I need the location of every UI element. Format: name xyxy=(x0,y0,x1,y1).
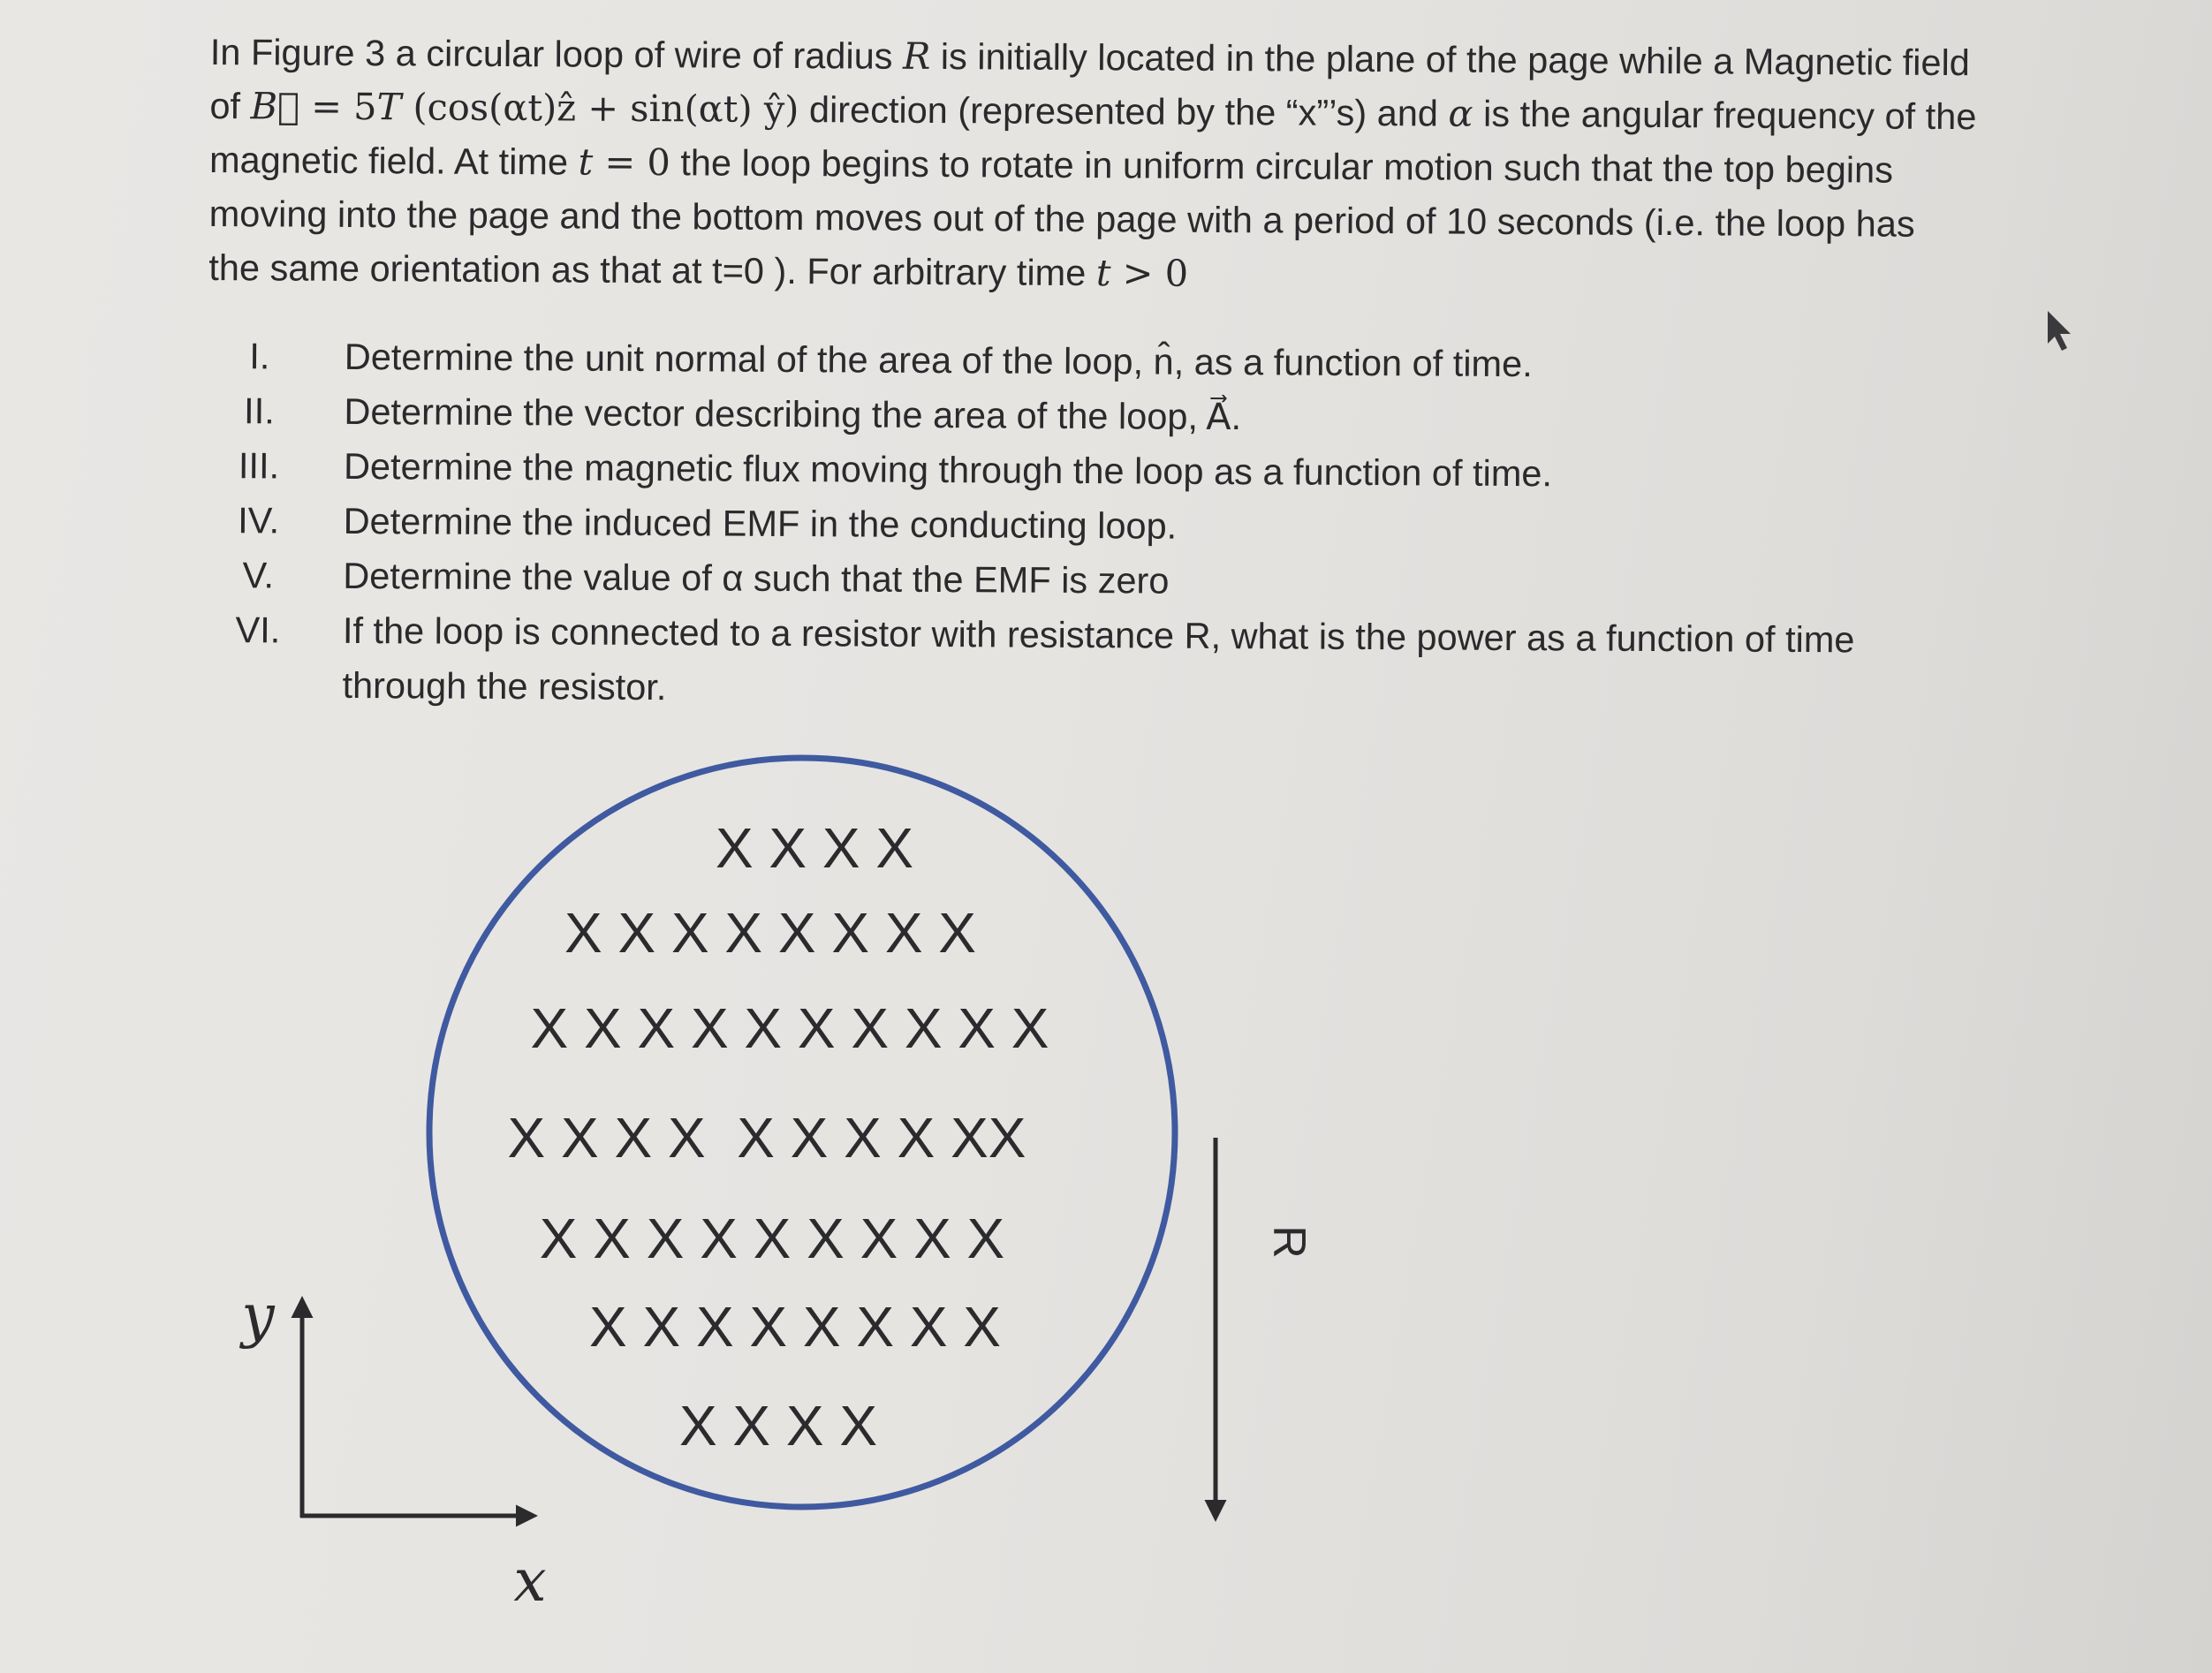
y-axis-label: y xyxy=(241,1282,275,1350)
question-text: If the loop is connected to a resistor with resistance R, what is the power as a function of time through the resistor. xyxy=(342,609,1855,708)
question-number: VI. xyxy=(235,609,281,651)
mouse-cursor-icon xyxy=(2048,311,2071,351)
equals-zero: = 0 xyxy=(593,140,670,185)
question-number: IV. xyxy=(238,499,280,541)
question-text: Determine the value of α such that the EMF is zero xyxy=(343,554,1170,602)
field-x-row: X X X X X X X X X xyxy=(539,1207,1005,1270)
x-axis-label: x xyxy=(513,1547,547,1615)
radius-label: R xyxy=(1263,1225,1314,1259)
field-expression: (cos(αt)ẑ + sin(αt) ŷ) xyxy=(401,85,799,132)
field-x-row: X X X X X X X X xyxy=(589,1295,1001,1359)
var-alpha: α xyxy=(1448,91,1473,135)
var-B-vector: B⃗ xyxy=(250,84,300,128)
question-text: Determine the unit normal of the area of the loop, n̂, as a function of time. xyxy=(344,335,1533,385)
var-t-2: t xyxy=(1095,251,1111,295)
question-number: III. xyxy=(238,444,280,487)
question-text: Determine the magnetic flux moving through the loop as a function of time. xyxy=(343,444,1553,495)
field-x-row: X X X X X X X X xyxy=(564,901,976,965)
greater-than-zero: > 0 xyxy=(1110,251,1189,295)
var-R: R xyxy=(902,34,931,78)
intro-text-1: In Figure 3 a circular loop of wire of radius xyxy=(209,30,904,77)
question-text: Determine the induced EMF in the conducting loop. xyxy=(343,499,1178,547)
field-x-row: X X X X xyxy=(678,1394,878,1457)
question-number: V. xyxy=(242,554,275,596)
intro-text-2: is initially located in the plane of the page while a Magnetic field of xyxy=(209,34,1970,127)
field-equals: = 5 xyxy=(299,84,377,129)
question-text: Determine the vector describing the area of the loop, A⃗. xyxy=(344,390,1242,438)
field-x-row: X X X X X X X X XX xyxy=(507,1106,1026,1170)
question-number: I. xyxy=(249,335,270,377)
question-number: II. xyxy=(243,390,275,432)
field-x-row: X X X X xyxy=(715,816,914,880)
intro-text-5: the loop begins to rotate in uniform circular motion such that the top begins moving into the page and the bottom moves out of the page with a period of 10 seconds (i.e. the loop has the same orientation as that at t=0 ). For arbitrary time xyxy=(208,141,1915,294)
var-t: t xyxy=(578,140,594,184)
var-T: T xyxy=(376,85,402,129)
intro-text-3: direction (represented by the “x”’s) and xyxy=(799,88,1449,134)
field-x-row: X X X X X X X X X X xyxy=(530,996,1049,1060)
intro-text-4: is the angular frequency of the magnetic field. At time xyxy=(208,92,1977,183)
